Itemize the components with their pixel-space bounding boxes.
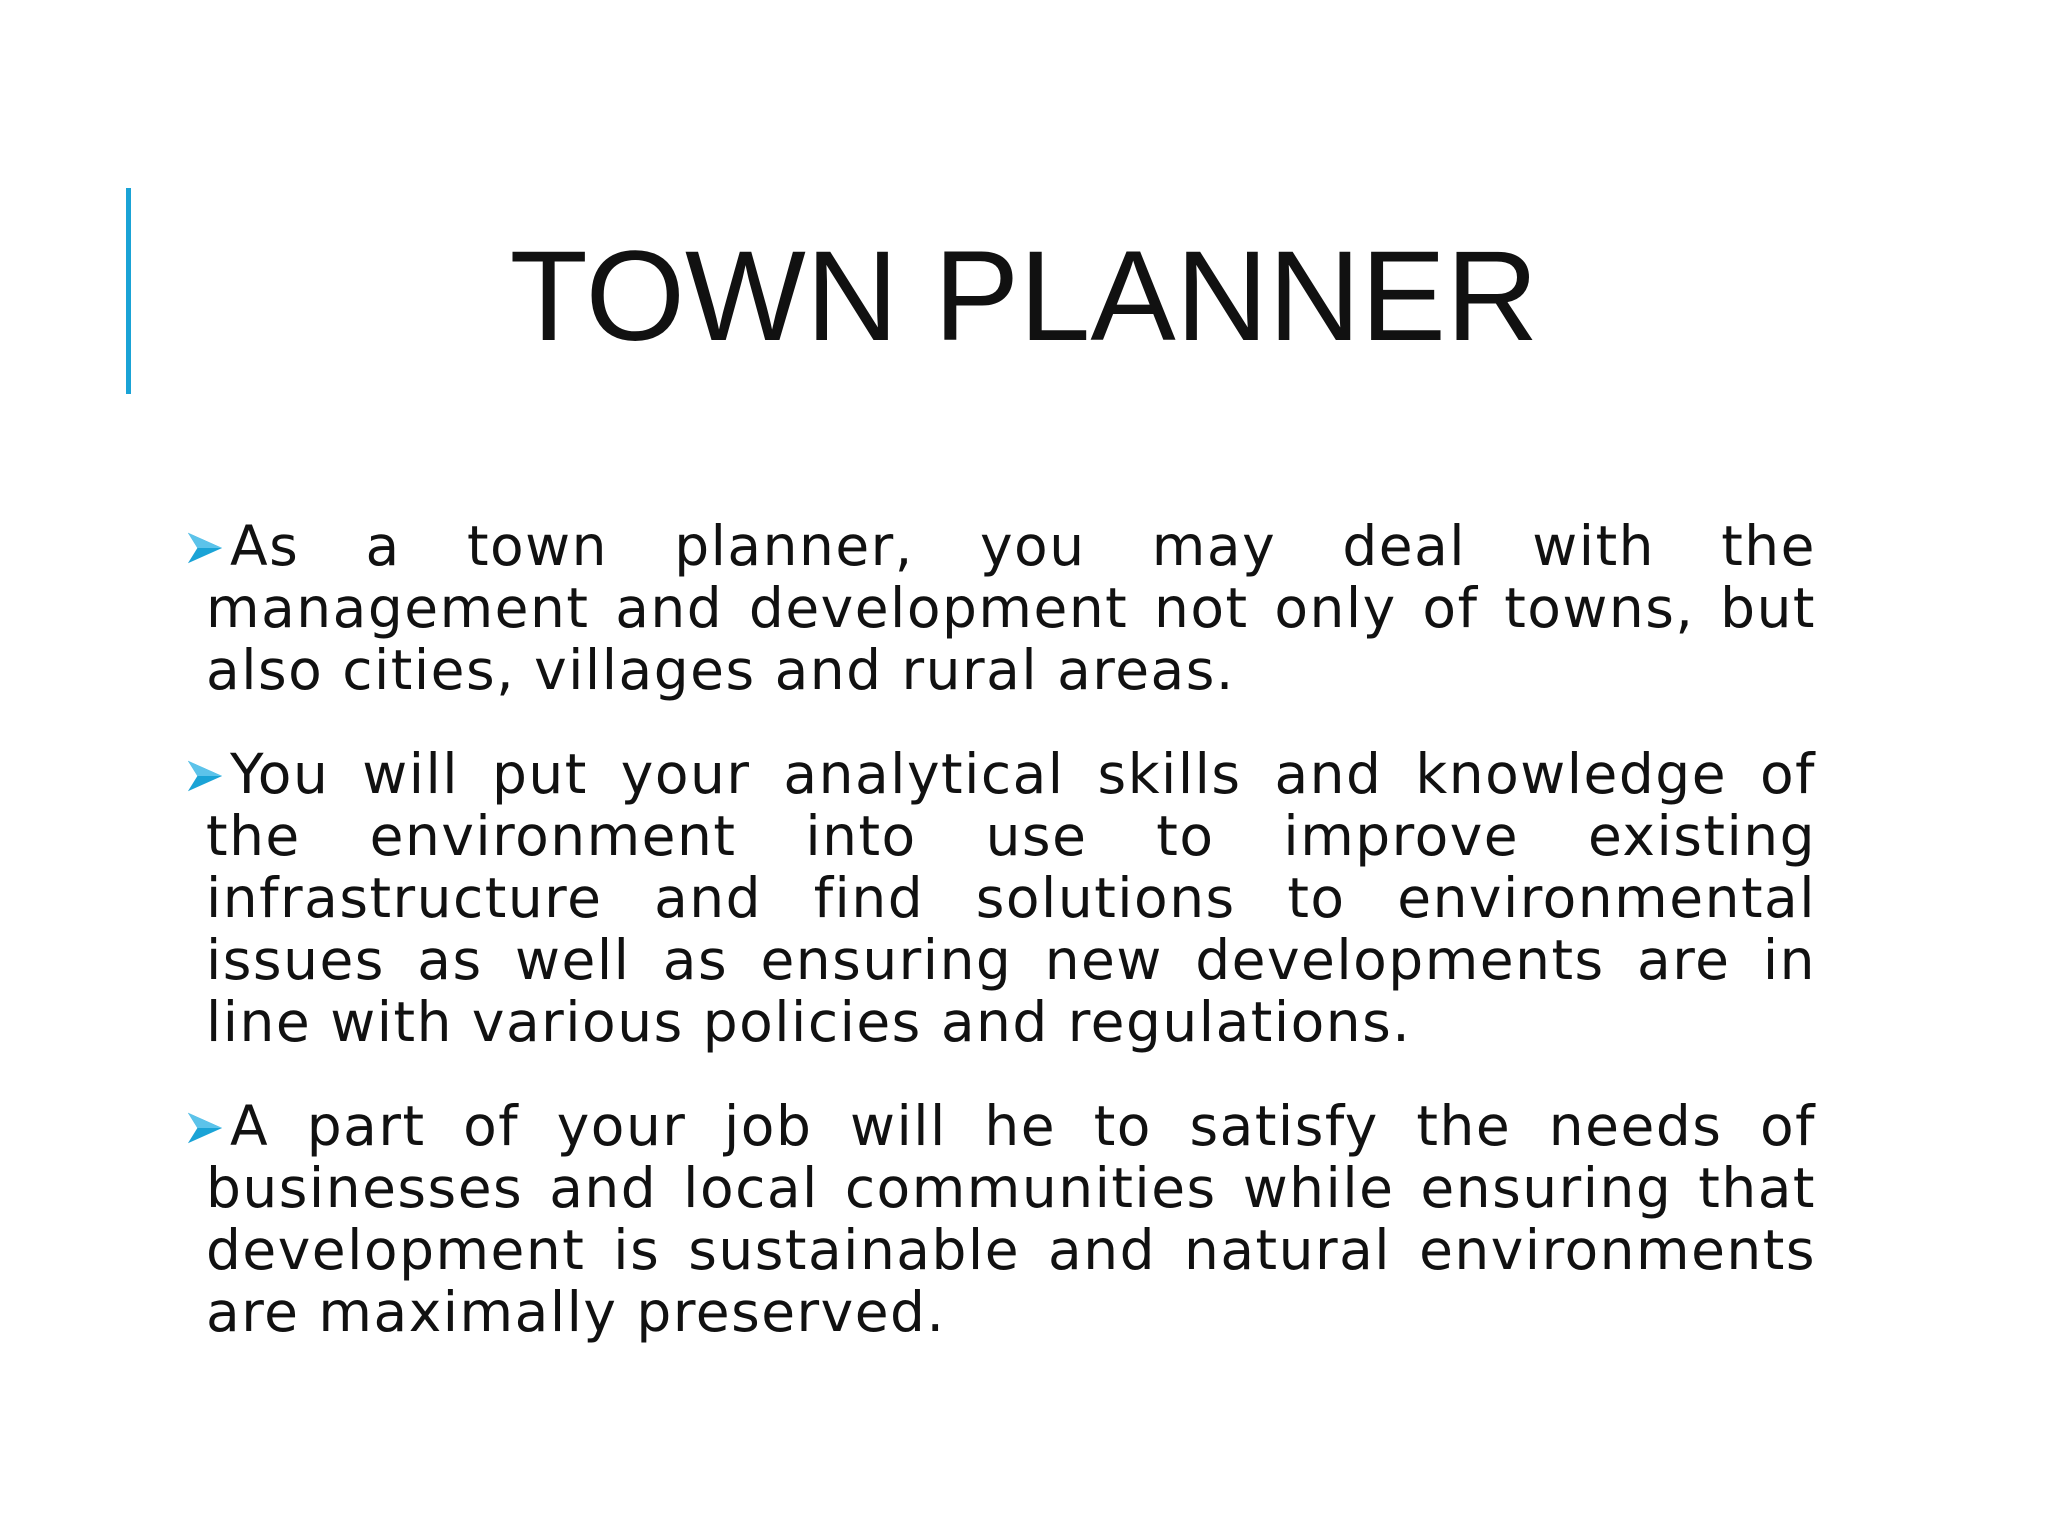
arrow-bullet-icon (186, 757, 224, 795)
bullet-item (186, 1095, 1816, 1343)
bullet-list (186, 515, 1816, 1385)
bullet-item (186, 515, 1816, 701)
bullet-text: A part of your job will he to satisfy the needs of businesses and local communities while ensuring that development is sustainable and natural environments are maximally preserved. (206, 1094, 1816, 1344)
arrow-bullet-icon (186, 1109, 224, 1147)
bullet-text: As a town planner, you may deal with the management and development not only of towns, but also cities, villages and rural areas. (206, 514, 1816, 702)
bullet-item (186, 743, 1816, 1053)
bullet-text: You will put your analytical skills and knowledge of the environment into use to improve existing infrastructure and find solutions to environmental issues as well as ensuring new developments are in line with various policies and regulations. (206, 742, 1816, 1054)
slide-title: TOWN PLANNER (509, 225, 1539, 368)
arrow-bullet-icon (186, 529, 224, 567)
